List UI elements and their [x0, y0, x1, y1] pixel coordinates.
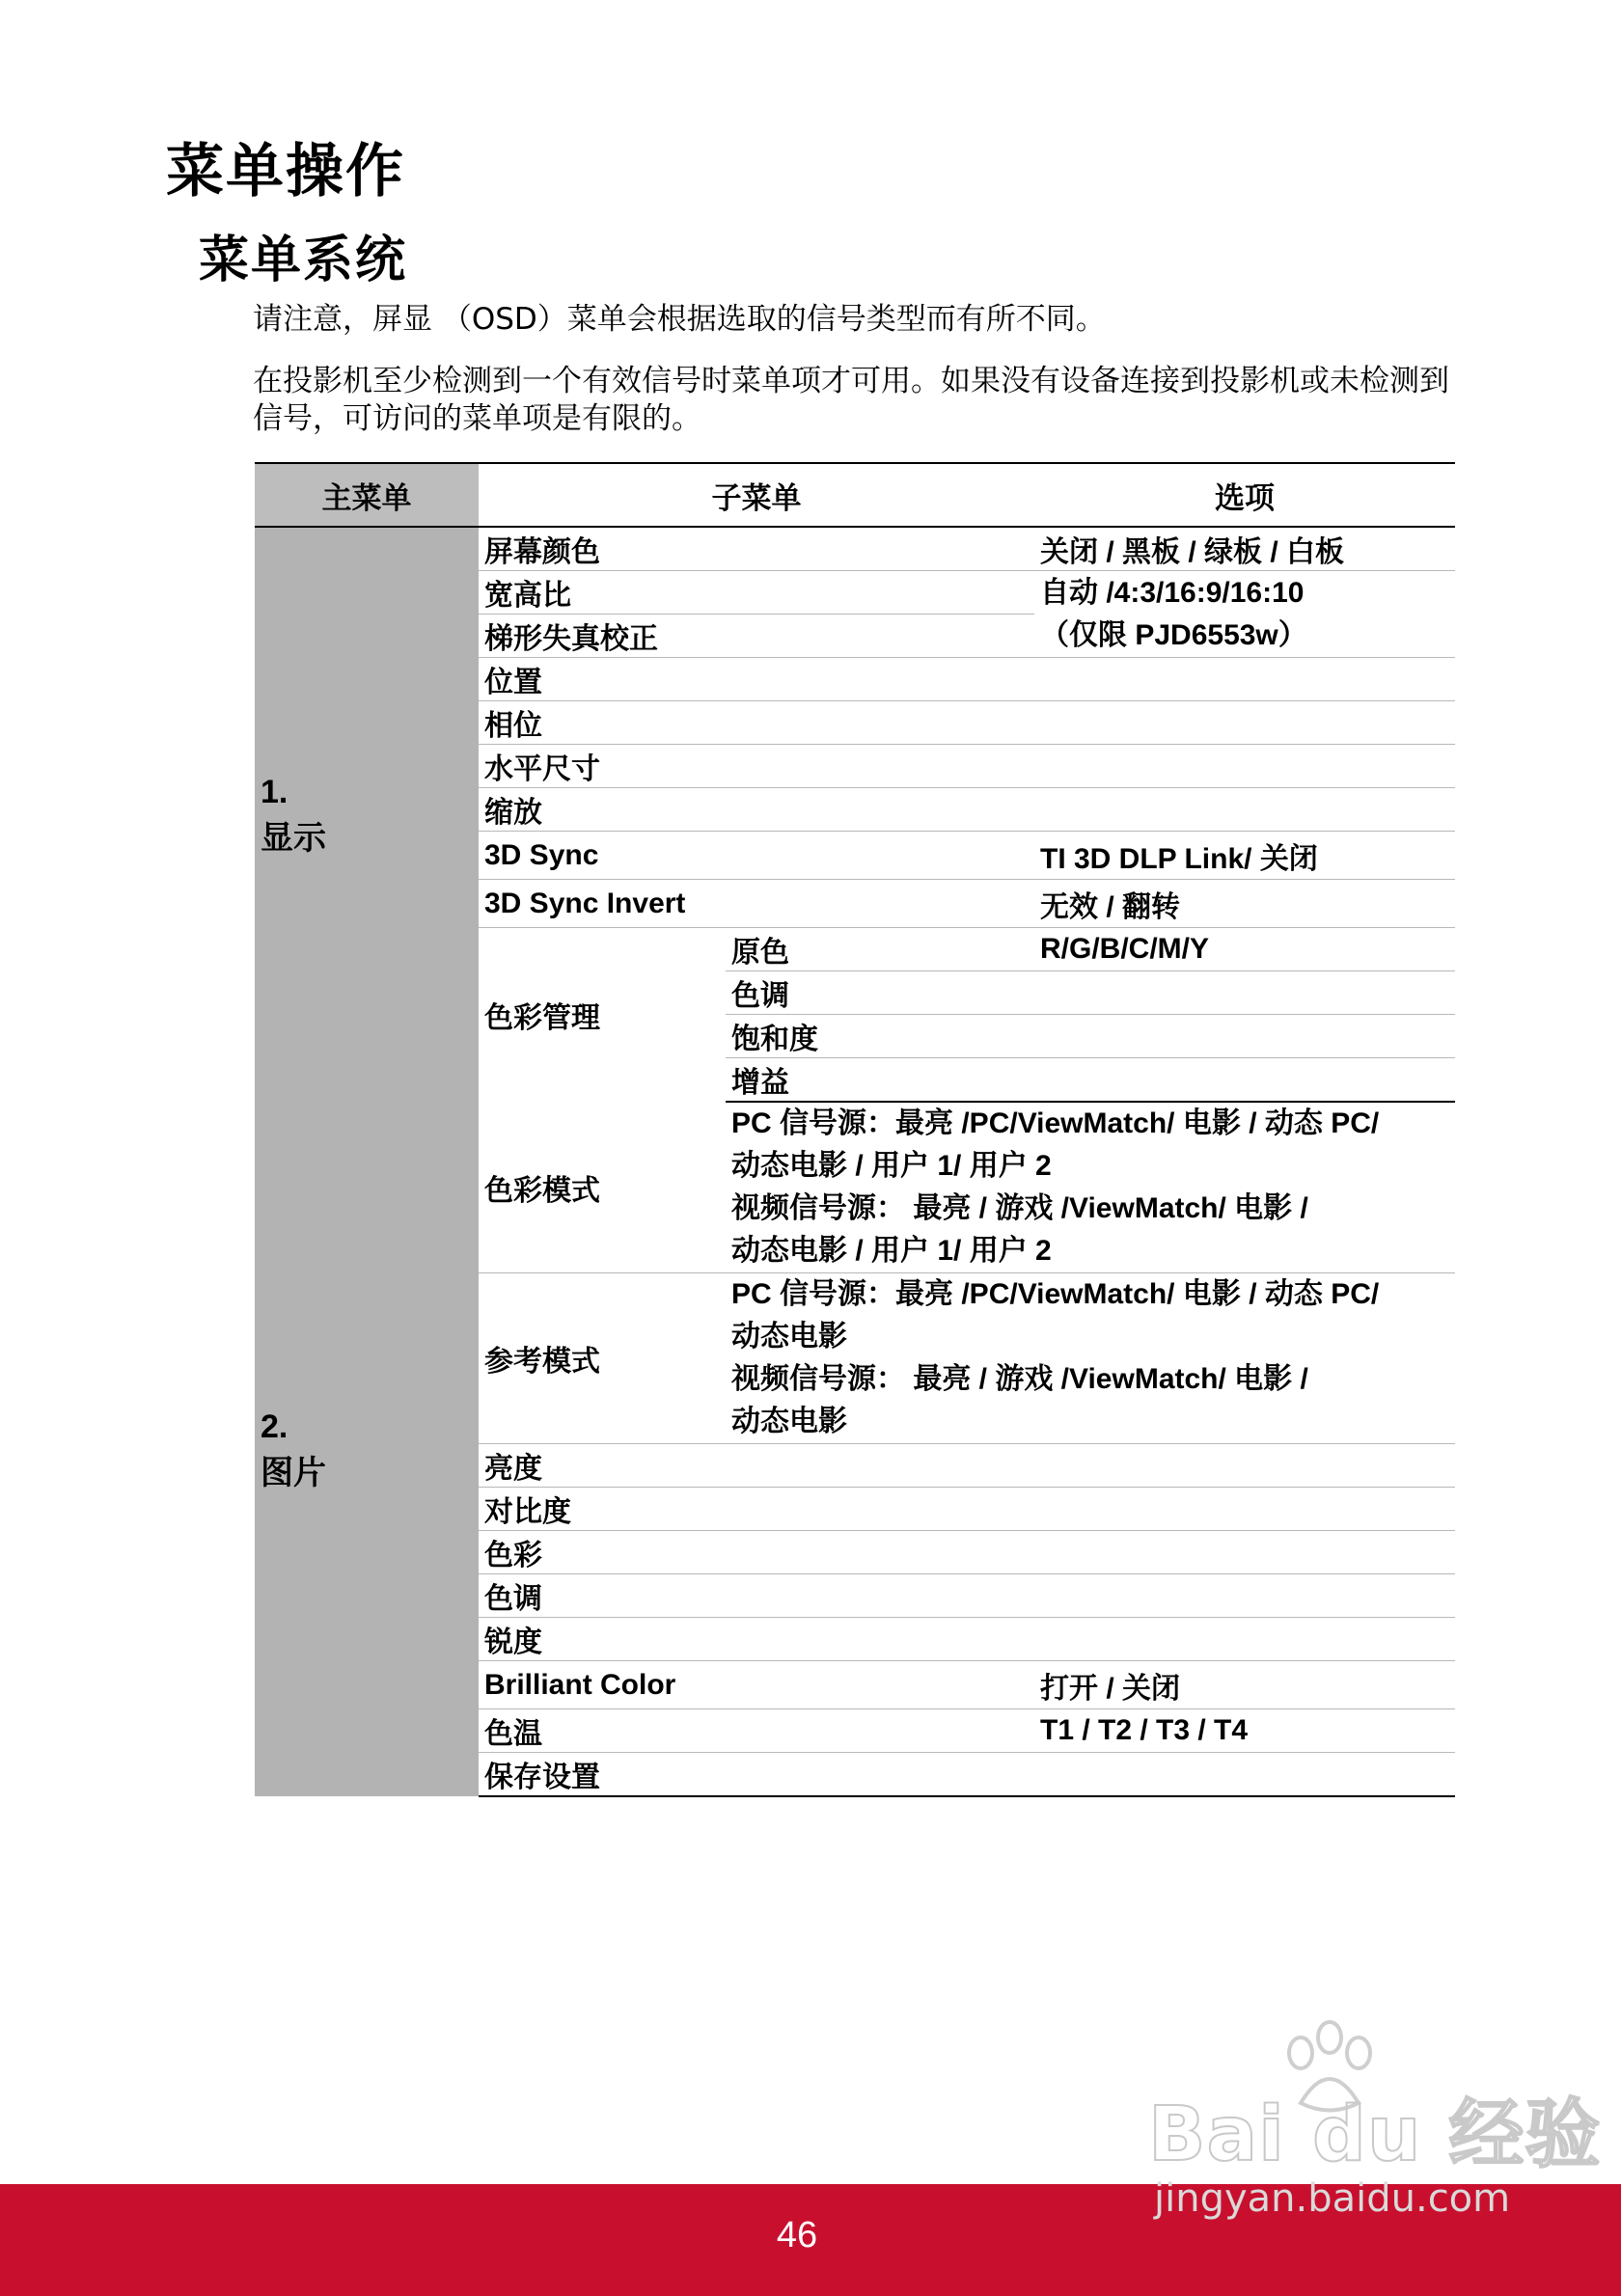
- options-brilliant-color: 打开 / 关闭: [1034, 1661, 1455, 1709]
- table-row: [255, 1103, 1455, 1273]
- options-line: 动态电影 / 用户 1/ 用户 2: [731, 1235, 1052, 1267]
- options-line: 动态电影: [731, 1321, 847, 1353]
- submenu-phase: 相位: [479, 701, 1034, 745]
- header-options: 选项: [1034, 463, 1455, 527]
- submenu-screen-color: 屏幕颜色: [479, 527, 1034, 571]
- options-reference-mode: [726, 1273, 1455, 1444]
- main-menu-picture: [255, 1103, 479, 1796]
- submenu-sharpness: 锐度: [479, 1618, 1034, 1661]
- options-aspect-line2: （仅限 PJD6553w）: [1040, 618, 1307, 651]
- main-menu-number: 1.: [261, 774, 288, 810]
- submenu-color-temp: 色温: [479, 1709, 1034, 1753]
- options-aspect-ratio: [1034, 571, 1455, 658]
- options-screen-color: 关闭 / 黑板 / 绿板 / 白板: [1034, 527, 1455, 571]
- submenu-save-settings: 保存设置: [479, 1753, 1034, 1797]
- submenu-brilliant-color: Brilliant Color: [479, 1661, 1034, 1709]
- submenu-primary-color: 原色: [726, 928, 1034, 971]
- header-main-menu: 主菜单: [255, 463, 479, 527]
- options-line: 视频信号源： 最亮 / 游戏 /ViewMatch/ 电影 /: [731, 1192, 1308, 1224]
- submenu-gain: 增益: [726, 1058, 1034, 1103]
- table-header-row: [255, 463, 1455, 527]
- submenu-3d-sync-invert: 3D Sync Invert: [479, 880, 1034, 928]
- main-menu-number: 2.: [261, 1408, 288, 1445]
- section-title: 菜单系统: [199, 232, 408, 289]
- page-number: 46: [776, 2215, 818, 2255]
- note-osd: 请注意，屏显 （OSD）菜单会根据选取的信号类型而有所不同。: [253, 302, 1106, 337]
- options-color-temp: T1 / T2 / T3 / T4: [1034, 1709, 1455, 1753]
- submenu-color-mode: 色彩模式: [479, 1103, 726, 1273]
- submenu-3d-sync: 3D Sync: [479, 832, 1034, 880]
- submenu-saturation: 饱和度: [726, 1015, 1034, 1058]
- submenu-hue: 色调: [726, 971, 1034, 1015]
- options-line: 动态电影 / 用户 1/ 用户 2: [731, 1150, 1052, 1182]
- submenu-reference-mode: 参考模式: [479, 1273, 726, 1444]
- submenu-position: 位置: [479, 658, 1034, 701]
- options-line: 动态电影: [731, 1406, 847, 1437]
- submenu-h-size: 水平尺寸: [479, 745, 1034, 788]
- submenu-keystone: 梯形失真校正: [479, 615, 1034, 658]
- submenu-color: 色彩: [479, 1531, 1034, 1574]
- note-signal: 在投影机至少检测到一个有效信号时菜单项才可用。如果没有设备连接到投影机或未检测到信号，可访问的菜单项是有限的。: [253, 364, 1449, 436]
- main-menu-display: [255, 527, 479, 1103]
- watermark-url: jingyan.baidu.com: [1154, 2176, 1511, 2221]
- header-submenu: 子菜单: [479, 463, 1034, 527]
- options-3d-sync: TI 3D DLP Link/ 关闭: [1034, 832, 1455, 880]
- watermark-logo: Bai du 经验: [1148, 2091, 1602, 2178]
- main-menu-label: 图片: [261, 1454, 326, 1491]
- main-menu-label: 显示: [261, 820, 326, 857]
- options-color-mode: [726, 1103, 1455, 1273]
- submenu-zoom: 缩放: [479, 788, 1034, 832]
- options-3d-sync-invert: 无效 / 翻转: [1034, 880, 1455, 928]
- submenu-color-management: 色彩管理: [484, 1002, 600, 1034]
- submenu-contrast: 对比度: [479, 1488, 1034, 1531]
- options-line: 视频信号源： 最亮 / 游戏 /ViewMatch/ 电影 /: [731, 1363, 1308, 1395]
- submenu-tint: 色调: [479, 1574, 1034, 1618]
- submenu-brightness: 亮度: [479, 1444, 1034, 1488]
- page-title: 菜单操作: [166, 138, 405, 205]
- options-line: PC 信号源：最亮 /PC/ViewMatch/ 电影 / 动态 PC/: [731, 1107, 1380, 1139]
- submenu-aspect-ratio: 宽高比: [479, 571, 1034, 615]
- options-line: PC 信号源：最亮 /PC/ViewMatch/ 电影 / 动态 PC/: [731, 1278, 1380, 1310]
- options-primary-color: R/G/B/C/M/Y: [1034, 928, 1455, 971]
- options-aspect-line1: 自动 /4:3/16:9/16:10: [1040, 576, 1305, 609]
- table-row: [255, 527, 1455, 571]
- menu-table: [255, 462, 1455, 1797]
